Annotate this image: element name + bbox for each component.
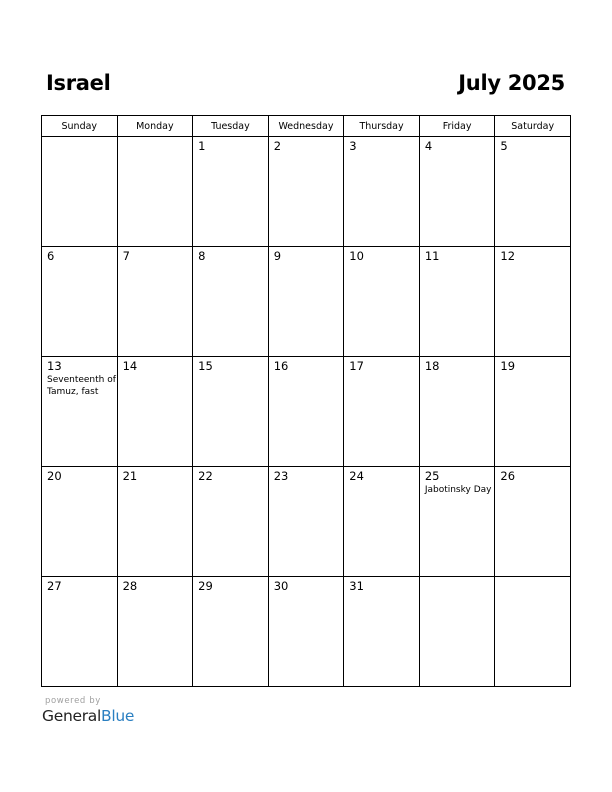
day-number: 16 (273, 359, 289, 373)
day-number: 9 (273, 249, 282, 263)
day-number: 17 (349, 359, 364, 373)
day-number: 29 (198, 579, 213, 593)
powered-by-text: powered by (45, 696, 101, 706)
weekday-header: Monday (117, 116, 193, 137)
day-number: 6 (47, 249, 55, 263)
week-row (42, 577, 571, 687)
day-number: 31 (349, 579, 364, 593)
day-number: 14 (122, 359, 138, 373)
day-cell (419, 137, 495, 247)
day-number: 30 (273, 579, 289, 593)
day-number: 5 (500, 139, 508, 153)
day-number: 4 (424, 139, 433, 153)
day-cell (193, 577, 269, 687)
month-title: July 2025 (458, 71, 565, 95)
day-cell (268, 357, 344, 467)
day-cell (419, 467, 495, 577)
brand-part1: General (42, 707, 101, 725)
day-cell (117, 467, 193, 577)
day-number (118, 137, 193, 140)
day-cell (419, 577, 495, 687)
week-row (42, 357, 571, 467)
day-cell (42, 247, 118, 357)
footer (42, 696, 134, 725)
weekday-header: Sunday (42, 116, 118, 137)
day-cell (344, 247, 420, 357)
weekday-header: Wednesday (268, 116, 344, 137)
day-cell (344, 357, 420, 467)
day-cell (344, 137, 420, 247)
week-row (42, 137, 571, 247)
day-cell (344, 577, 420, 687)
weekday-header-row (42, 116, 571, 137)
day-cell (117, 357, 193, 467)
day-cell (193, 357, 269, 467)
day-cell (495, 577, 571, 687)
day-cell (193, 137, 269, 247)
day-number: 27 (47, 579, 62, 593)
week-row (42, 467, 571, 577)
generalblue-logo[interactable] (42, 707, 134, 725)
weekday-header: Tuesday (193, 116, 269, 137)
day-cell (117, 137, 193, 247)
country-title: Israel (46, 71, 111, 95)
weekday-header: Saturday (495, 116, 571, 137)
day-number: 10 (349, 249, 364, 263)
brand-part2: Blue (100, 707, 135, 725)
day-number: 20 (47, 469, 62, 483)
day-number: 7 (122, 249, 130, 263)
day-cell (42, 137, 118, 247)
day-cell (268, 577, 344, 687)
day-cell (117, 577, 193, 687)
day-cell (42, 357, 118, 467)
day-cell (268, 247, 344, 357)
weekday-header: Friday (419, 116, 495, 137)
day-number: 1 (198, 139, 206, 153)
day-number: 19 (500, 359, 516, 373)
day-cell (495, 137, 571, 247)
day-number: 11 (424, 249, 440, 263)
day-cell (419, 357, 495, 467)
day-number: 8 (198, 249, 206, 263)
day-cell (495, 467, 571, 577)
day-cell (344, 467, 420, 577)
day-cell (495, 357, 571, 467)
day-cell (42, 467, 118, 577)
week-row (42, 247, 571, 357)
day-cell (42, 577, 118, 687)
holiday-label: Seventeenth of Tamuz, fast (47, 375, 116, 397)
day-number: 22 (198, 469, 213, 483)
day-number: 3 (349, 139, 357, 153)
day-number: 25 (424, 469, 440, 483)
day-number: 23 (273, 469, 289, 483)
day-cell (268, 467, 344, 577)
day-number: 21 (122, 469, 138, 483)
day-number (495, 577, 570, 580)
day-number: 13 (47, 359, 62, 373)
day-number: 2 (273, 139, 282, 153)
day-number (420, 577, 495, 580)
day-cell (117, 247, 193, 357)
calendar-grid (41, 115, 571, 687)
day-cell (268, 137, 344, 247)
day-cell (193, 247, 269, 357)
day-number: 24 (349, 469, 364, 483)
day-number: 26 (500, 469, 516, 483)
day-number: 15 (198, 359, 213, 373)
day-cell (419, 247, 495, 357)
day-number: 18 (424, 359, 440, 373)
weekday-header: Thursday (344, 116, 420, 137)
day-number (42, 137, 117, 140)
day-cell (495, 247, 571, 357)
day-cell (193, 467, 269, 577)
day-number: 12 (500, 249, 516, 263)
day-number: 28 (122, 579, 138, 593)
holiday-label: Jabotinsky Day (424, 485, 492, 495)
